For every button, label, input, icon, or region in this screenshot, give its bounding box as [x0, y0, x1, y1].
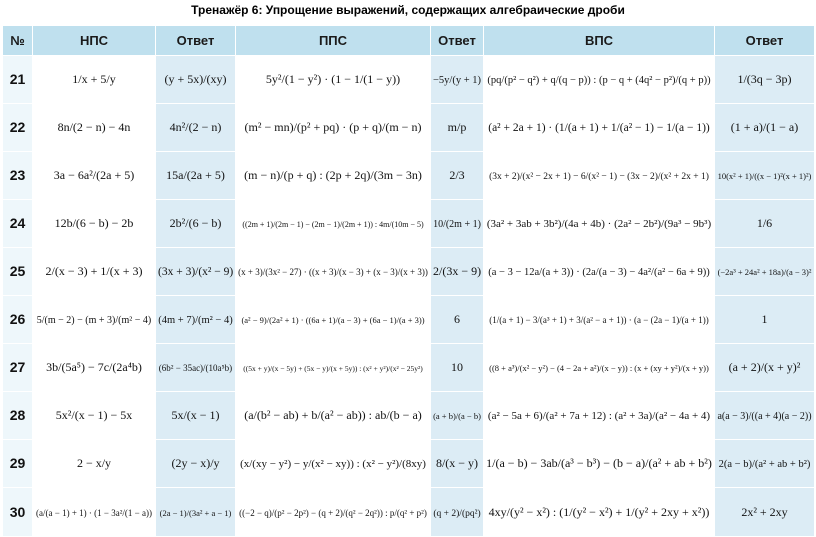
vps-expression-cell	[484, 56, 715, 104]
nps-expression-cell	[33, 344, 156, 392]
nps-expression: 1/x + 5/y	[72, 72, 116, 86]
pps-answer-cell	[431, 104, 484, 152]
row-number: 30	[9, 503, 26, 520]
pps-expression-cell	[236, 344, 431, 392]
pps-expression-cell	[236, 296, 431, 344]
vps-answer-cell	[715, 392, 815, 440]
vps-answer-cell	[715, 440, 815, 488]
vps-answer: 2x² + 2xy	[741, 504, 788, 519]
nps-answer: (2a − 1)/(3a² + a − 1)	[159, 507, 232, 518]
pps-expression: (m − n)/(p + q) : (2p + 2q)/(3m − 3n)	[244, 168, 422, 182]
row-number-cell	[3, 152, 33, 200]
table-row	[3, 152, 815, 200]
row-number-cell	[3, 392, 33, 440]
pps-expression-cell	[236, 392, 431, 440]
header-nps-answer: Ответ	[156, 26, 236, 56]
nps-expression: 2 − x/y	[76, 456, 112, 470]
header-vps: ВПС	[484, 26, 715, 56]
pps-answer-cell	[431, 296, 484, 344]
pps-expression-cell	[236, 56, 431, 104]
vps-expression: (3a² + 3ab + 3b²)/(4a + 4b) · (2a² − 2b²)/(9a³ − 9b³)	[486, 218, 712, 230]
vps-answer: (a + 2)/(x + y)²	[728, 360, 801, 374]
vps-answer-cell	[715, 248, 815, 296]
pps-answer: 2/3	[449, 168, 465, 182]
pps-answer: (q + 2)/(pq²)	[433, 508, 481, 519]
nps-expression: 8n/(2 − n) − 4n	[57, 120, 131, 134]
nps-answer-cell	[156, 488, 236, 537]
row-number-cell	[3, 104, 33, 152]
nps-answer-cell	[156, 104, 236, 152]
pps-expression: (a/(b² − ab) + b/(a² − ab)) : ab/(b − a)	[244, 408, 422, 422]
table-row	[3, 56, 815, 104]
row-number: 27	[9, 359, 26, 376]
row-number-cell	[3, 56, 33, 104]
row-number-cell	[3, 200, 33, 248]
nps-expression: 3a − 6a²/(2a + 5)	[53, 168, 135, 182]
nps-expression-cell	[33, 104, 156, 152]
vps-answer-cell	[715, 56, 815, 104]
pps-answer-cell	[431, 56, 484, 104]
pps-answer: 2/(3x − 9)	[433, 264, 482, 278]
pps-expression: (a² − 9)/(2a² + 1) · ((6a + 1)/(a − 3) + (6a − 1)/(a + 3))	[241, 315, 425, 325]
pps-expression-cell	[236, 104, 431, 152]
nps-expression: 5/(m − 2) − (m + 3)/(m² − 4)	[36, 315, 152, 326]
nps-answer: (3x + 3)/(x² − 9)	[158, 265, 234, 278]
table-row	[3, 296, 815, 344]
pps-answer: 10	[451, 360, 463, 374]
vps-answer: a(a − 3)/((a + 4)(a − 2))	[717, 411, 812, 422]
nps-answer-cell	[156, 392, 236, 440]
pps-expression: ((2m + 1)/(2m − 1) − (2m − 1)/(2m + 1)) : 4m/(10m − 5)	[242, 220, 424, 229]
vps-expression-cell	[484, 344, 715, 392]
nps-answer: 2b²/(6 − b)	[169, 216, 222, 230]
vps-expression-cell	[484, 104, 715, 152]
vps-answer: 1	[761, 312, 768, 326]
nps-expression-cell	[33, 440, 156, 488]
vps-expression-cell	[484, 296, 715, 344]
pps-answer: m/p	[447, 120, 467, 134]
nps-expression: 5x²/(x − 1) − 5x	[55, 408, 133, 422]
table-row	[3, 440, 815, 488]
header-nps: НПС	[33, 26, 156, 56]
table-row	[3, 248, 815, 296]
nps-answer: (6b² − 35ac)/(10a⁵b)	[158, 363, 233, 373]
vps-expression: (a² − 5a + 6)/(a² + 7a + 12) : (a² + 3a)/(a² − 4a + 4)	[487, 410, 711, 422]
pps-expression: (x + 3)/(3x² − 27) · ((x + 3)/(x − 3) + (x − 3)/(x + 3))	[238, 267, 428, 277]
nps-answer-cell	[156, 200, 236, 248]
row-number: 26	[9, 311, 26, 328]
nps-answer-cell	[156, 296, 236, 344]
row-number-cell	[3, 296, 33, 344]
pps-answer-cell	[431, 488, 484, 537]
pps-expression-cell	[236, 440, 431, 488]
table-row	[3, 104, 815, 152]
vps-expression-cell	[484, 152, 715, 200]
vps-answer: 10(x² + 1)/((x − 1)²(x + 1)²)	[717, 171, 812, 181]
vps-answer-cell	[715, 296, 815, 344]
pps-expression: ((−2 − q)/(p² − 2p²) − (q + 2)/(q² − 2q²)) : p/(q² + p²)	[239, 507, 427, 518]
vps-answer-cell	[715, 104, 815, 152]
row-number-cell	[3, 344, 33, 392]
nps-answer-cell	[156, 440, 236, 488]
nps-answer-cell	[156, 344, 236, 392]
nps-expression: 12b/(6 − b) − 2b	[54, 216, 134, 230]
pps-expression: (x/(xy − y²) − y/(x² − xy)) : (x² − y²)/(8xy)	[240, 458, 426, 470]
pps-answer-cell	[431, 440, 484, 488]
nps-expression-cell	[33, 152, 156, 200]
vps-expression-cell	[484, 488, 715, 537]
row-number: 28	[9, 407, 26, 424]
nps-answer: 15a/(2a + 5)	[166, 168, 225, 182]
nps-answer: 5x/(x − 1)	[171, 408, 220, 422]
vps-expression-cell	[484, 200, 715, 248]
vps-answer: (1 + a)/(1 − a)	[730, 120, 799, 134]
nps-expression-cell	[33, 488, 156, 537]
nps-expression-cell	[33, 56, 156, 104]
table-header-row	[3, 26, 815, 56]
header-pps-answer: Ответ	[431, 26, 484, 56]
pps-answer: 10/(2m + 1)	[433, 219, 481, 230]
pps-expression: ((5x + y)/(x − 5y) + (5x − y)/(x + 5y)) : (x² + y²)/(x² − 25y²)	[243, 364, 423, 373]
row-number: 29	[9, 455, 26, 472]
nps-answer-cell	[156, 152, 236, 200]
pps-answer: (a + b)/(a − b)	[433, 411, 481, 421]
vps-answer-cell	[715, 200, 815, 248]
table-row	[3, 344, 815, 392]
vps-answer-cell	[715, 344, 815, 392]
pps-answer-cell	[431, 200, 484, 248]
vps-expression: 4xy/(y² − x²) : (1/(y² − x²) + 1/(y² + 2xy + x²))	[488, 504, 710, 519]
vps-expression: ((8 + a³)/(x² − y²) − (4 − 2a + a²)/(x − y)) : (x + (xy + y²)/(x + y))	[489, 363, 709, 373]
pps-answer-cell	[431, 392, 484, 440]
table-row	[3, 392, 815, 440]
vps-expression: (a − 3 − 12a/(a + 3)) · (2a/(a − 3) − 4a²/(a² − 6a + 9))	[488, 266, 710, 278]
nps-answer: (y + 5x)/(xy)	[164, 72, 227, 86]
pps-expression-cell	[236, 200, 431, 248]
pps-answer-cell	[431, 152, 484, 200]
vps-answer: 1/(3q − 3p)	[737, 72, 792, 86]
vps-expression: (pq/(p² − q²) + q/(q − p)) : (p − q + (4q² − p²)/(q + p))	[487, 74, 711, 86]
pps-answer-cell	[431, 248, 484, 296]
row-number-cell	[3, 488, 33, 537]
pps-expression-cell	[236, 152, 431, 200]
nps-expression: 2/(x − 3) + 1/(x + 3)	[45, 264, 143, 278]
nps-expression-cell	[33, 296, 156, 344]
vps-answer: 1/6	[756, 216, 773, 230]
row-number: 23	[9, 167, 26, 184]
vps-expression-cell	[484, 440, 715, 488]
vps-expression: 1/(a − b) − 3ab/(a³ − b³) − (b − a)/(a² + ab + b²)	[486, 456, 712, 470]
page-title: Тренажёр 6: Упрощение выражений, содержащих алгебраические дроби	[191, 3, 625, 17]
row-number: 24	[9, 215, 26, 232]
nps-answer: (2y − x)/y	[171, 456, 220, 470]
header-pps: ППС	[236, 26, 431, 56]
vps-expression-cell	[484, 392, 715, 440]
exercise-table	[2, 25, 815, 537]
row-number: 25	[9, 263, 26, 280]
table-row	[3, 200, 815, 248]
vps-expression: (a² + 2a + 1) · (1/(a + 1) + 1/(a² − 1) − 1/(a − 1))	[488, 121, 710, 134]
row-number-cell	[3, 440, 33, 488]
vps-answer-cell	[715, 488, 815, 537]
row-number: 21	[9, 71, 26, 88]
vps-answer: (−2a³ + 24a² + 18a)/(a − 3)²	[717, 267, 812, 277]
vps-answer-cell	[715, 152, 815, 200]
pps-answer: −5y/(y + 1)	[433, 74, 482, 86]
nps-expression-cell	[33, 200, 156, 248]
row-number-cell	[3, 248, 33, 296]
pps-expression-cell	[236, 488, 431, 537]
pps-answer-cell	[431, 344, 484, 392]
pps-expression: (m² − mn)/(p² + pq) · (p + q)/(m − n)	[244, 120, 422, 134]
header-vps-answer: Ответ	[715, 26, 815, 56]
nps-answer: (4m + 7)/(m² − 4)	[158, 314, 233, 326]
nps-answer-cell	[156, 56, 236, 104]
vps-answer: 2(a − b)/(a² + ab + b²)	[718, 458, 811, 470]
vps-expression-cell	[484, 248, 715, 296]
vps-expression: (1/(a + 1) − 3/(a³ + 1) + 3/(a² − a + 1)) · (a − (2a − 1)/(a + 1))	[489, 315, 709, 325]
nps-expression: 3b/(5a⁵) − 7c/(2a⁴b)	[46, 360, 142, 374]
pps-answer: 6	[454, 312, 460, 326]
row-number: 22	[9, 119, 26, 136]
nps-answer-cell	[156, 248, 236, 296]
nps-expression: (a/(a − 1) + 1) · (1 − 3a²/(1 − a))	[36, 507, 152, 518]
nps-answer: 4n²/(2 − n)	[169, 120, 222, 134]
vps-expression: (3x + 2)/(x² − 2x + 1) − 6/(x² − 1) − (3x − 2)/(x² + 2x + 1)	[489, 172, 709, 182]
pps-expression: 5y²/(1 − y²) · (1 − 1/(1 − y))	[265, 72, 401, 86]
table-row	[3, 488, 815, 537]
pps-answer: 8/(x − y)	[435, 456, 479, 470]
header-number: №	[3, 26, 33, 56]
pps-expression-cell	[236, 248, 431, 296]
nps-expression-cell	[33, 392, 156, 440]
nps-expression-cell	[33, 248, 156, 296]
